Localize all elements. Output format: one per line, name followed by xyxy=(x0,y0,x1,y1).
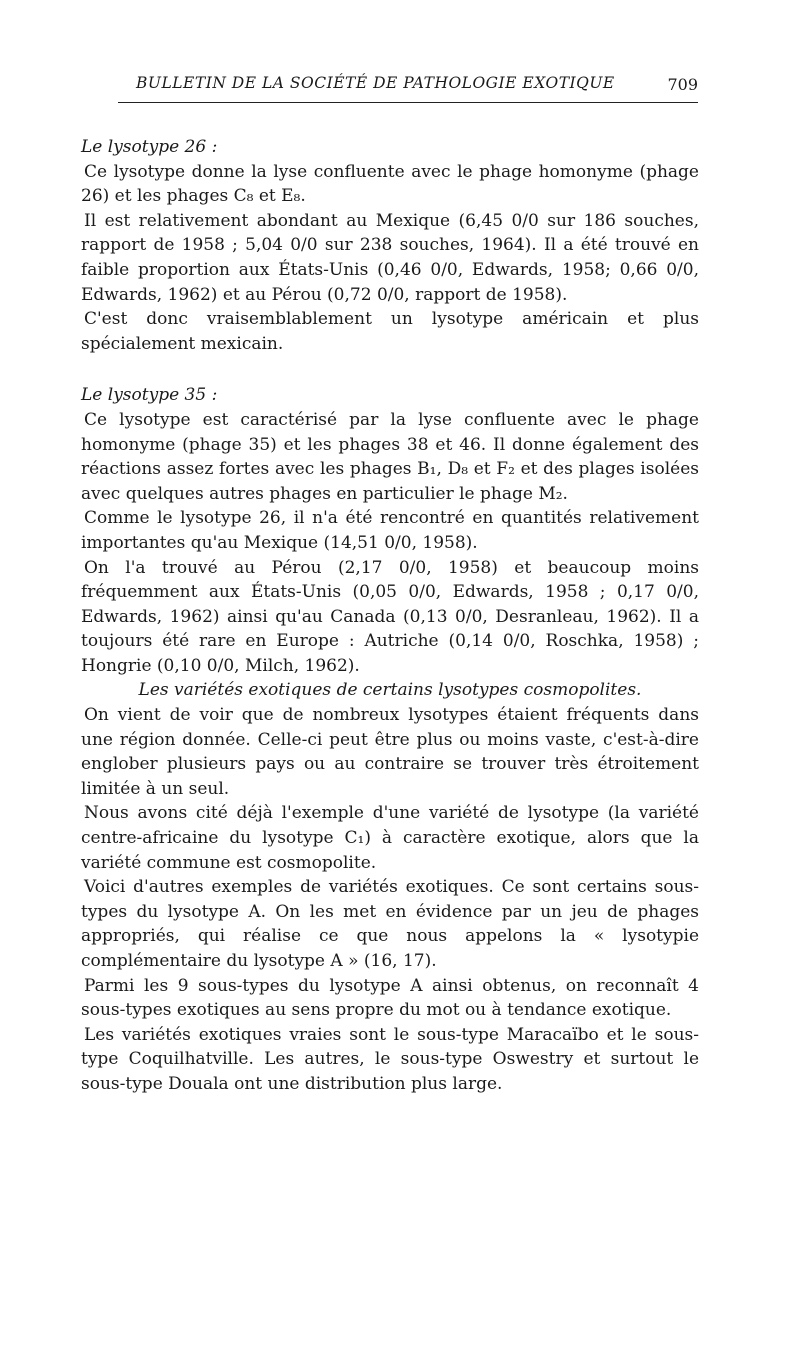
paragraph: Ce lysotype est caractérisé par la lyse confluente avec le phage homonyme (phage 35) et les phages 38 et 46. Il donne également des réactions assez fortes avec les phages B₁, D₈ et F₂ et des plages isolées avec quelques autres phages en particulier le phage M₂. xyxy=(81,409,699,504)
paragraph: Ce lysotype donne la lyse confluente avec le phage homonyme (phage 26) et les phages C₈ et E₈. xyxy=(81,161,699,207)
section-lysotype-35 xyxy=(81,408,699,679)
paragraph: Comme le lysotype 26, il n'a été rencontré en quantités relativement importantes qu'au Mexique (14,51 0/0, 1958). xyxy=(81,508,699,553)
section-varietes-exotiques xyxy=(81,703,699,1097)
paragraph: Parmi les 9 sous-types du lysotype A ainsi obtenus, on reconnaît 4 sous-types exotiques au sens propre du mot ou à tendance exotique. xyxy=(81,975,699,1021)
page-body xyxy=(81,135,699,1097)
section-lysotype-26 xyxy=(81,160,699,357)
heading-lysotype-26: Le lysotype 26 : xyxy=(81,137,218,157)
heading-lysotype-35: Le lysotype 35 : xyxy=(81,385,218,406)
paragraph: Voici d'autres exemples de variétés exotiques. Ce sont certains sous-types du lysotype A. On les met en évidence par un jeu de phages appropriés, qui réalise ce que nous appelons la « lysotypie complémentaire du lysotype A » (16, 17). xyxy=(81,877,699,971)
paragraph: C'est donc vraisemblablement un lysotype américain et plus spécialement mexicain. xyxy=(81,309,699,354)
paragraph: Nous avons cité déjà l'exemple d'une variété de lysotype (la variété centre-africaine du lysotype C₁) à caractère exotique, alors que la variété commune est cosmopolite. xyxy=(81,803,699,873)
paragraph: On vient de voir que de nombreux lysotypes étaient fréquents dans une région donnée. Celle-ci peut être plus ou moins vaste, c'est-à-dire englober plusieurs pays ou au contraire se trouver très étroitement limitée à un seul. xyxy=(81,705,699,799)
running-header xyxy=(118,72,698,103)
paragraph: Les variétés exotiques vraies sont le sous-type Maracaïbo et le sous-type Coquilhatville. Les autres, le sous-type Oswestry et surtout le sous-type Douala ont une distribution plus large. xyxy=(81,1024,699,1094)
page-number: 709 xyxy=(667,75,698,94)
paragraph: Il est relativement abondant au Mexique (6,45 0/0 sur 186 souches, rapport de 1958 ; 5,04 0/0 sur 238 souches, 1964). Il a été trouvé en faible proportion aux États-Unis (0,46 0/0, Edwards, 1958; 0,66 0/0, Edwards, 1962) et au Pérou (0,72 0/0, rapport de 1958). xyxy=(81,210,699,305)
paragraph: On l'a trouvé au Pérou (2,17 0/0, 1958) et beaucoup moins fréquemment aux États-Unis (0,05 0/0, Edwards, 1958 ; 0,17 0/0, Edwards, 1962) ainsi qu'au Canada (0,13 0/0, Desranleau, 1962). Il a toujours été rare en Europe : Autriche (0,14 0/0, Roschka, 1958) ; Hongrie (0,10 0/0, Milch, 1962). xyxy=(81,557,699,676)
running-title: BULLETIN DE LA SOCIÉTÉ DE PATHOLOGIE EXOTIQUE xyxy=(136,74,615,92)
section-title-varietes-exotiques: Les variétés exotiques de certains lysotypes cosmopolites. xyxy=(138,680,642,701)
